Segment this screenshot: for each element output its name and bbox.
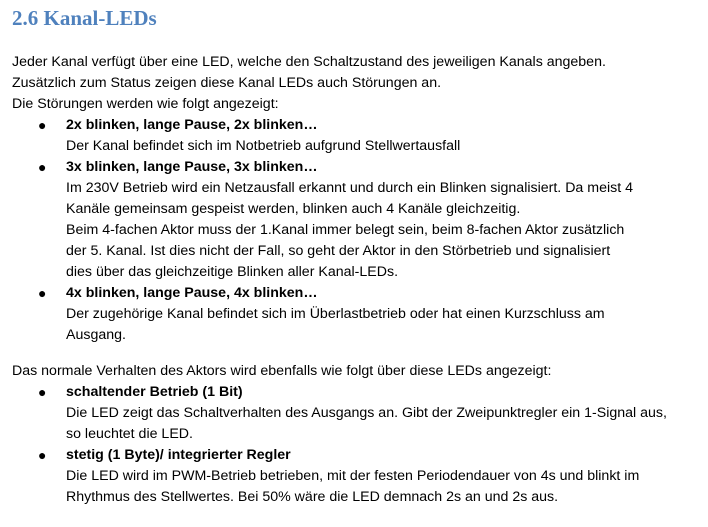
fault-item-line: Im 230V Betrieb wird ein Netzausfall erkannt und durch ein Blinken signalisiert. Da meist 4 [66,180,633,196]
bullet-icon: ● [38,285,47,301]
bullet-icon: ● [38,447,47,463]
normal-behavior-paragraph: Das normale Verhalten des Aktors wird ebenfalls wie folgt über diese LEDs angezeigt: [12,363,552,379]
normal-item [0,382,708,445]
fault-item-line: dies über das gleichzeitige Blinken aller Kanal-LEDs. [66,264,399,280]
fault-item-line: Der zugehörige Kanal befindet sich im Überlastbetrieb oder hat einen Kurzschluss am [66,306,605,322]
intro-paragraph [12,52,606,115]
intro-line: Jeder Kanal verfügt über eine LED, welche den Schaltzustand des jeweiligen Kanals angeben. [12,54,606,70]
fault-item [0,283,708,346]
fault-item [0,115,708,157]
fault-list [0,115,708,346]
normal-behavior-list [0,382,708,508]
fault-item-line: Ausgang. [66,327,126,343]
fault-item-title: 4x blinken, lange Pause, 4x blinken… [66,285,318,301]
intro-line: Die Störungen werden wie folgt angezeigt: [12,96,279,112]
normal-item-line: Rhythmus des Stellwertes. Bei 50% wäre die LED demnach 2s an und 2s aus. [66,489,559,505]
bullet-icon: ● [38,117,47,133]
normal-item-title: schaltender Betrieb (1 Bit) [66,384,243,400]
fault-item-line: Der Kanal befindet sich im Notbetrieb aufgrund Stellwertausfall [66,138,461,154]
fault-item-line: Kanäle gemeinsam gespeist werden, blinken auch 4 Kanäle gleichzeitig. [66,201,521,217]
normal-item-line: Die LED wird im PWM-Betrieb betrieben, mit der festen Periodendauer von 4s und blinkt im [66,468,640,484]
normal-item-line: Die LED zeigt das Schaltverhalten des Ausgangs an. Gibt der Zweipunktregler ein 1-Signal aus, [66,405,667,421]
bullet-icon: ● [38,159,47,175]
fault-item-line: der 5. Kanal. Ist dies nicht der Fall, so geht der Aktor in den Störbetrieb und signalisiert [66,243,611,259]
fault-item-line: Beim 4-fachen Aktor muss der 1.Kanal immer belegt sein, beim 8-fachen Aktor zusätzlich [66,222,625,238]
bullet-icon: ● [38,384,47,400]
fault-item [0,157,708,283]
section-heading: 2.6 Kanal-LEDs [12,6,157,30]
normal-item-title: stetig (1 Byte)/ integrierter Regler [66,447,291,463]
normal-item-line: so leuchtet die LED. [66,426,193,442]
fault-item-title: 3x blinken, lange Pause, 3x blinken… [66,159,318,175]
intro-line: Zusätzlich zum Status zeigen diese Kanal LEDs auch Störungen an. [12,75,442,91]
fault-item-title: 2x blinken, lange Pause, 2x blinken… [66,117,318,133]
normal-item [0,445,708,508]
